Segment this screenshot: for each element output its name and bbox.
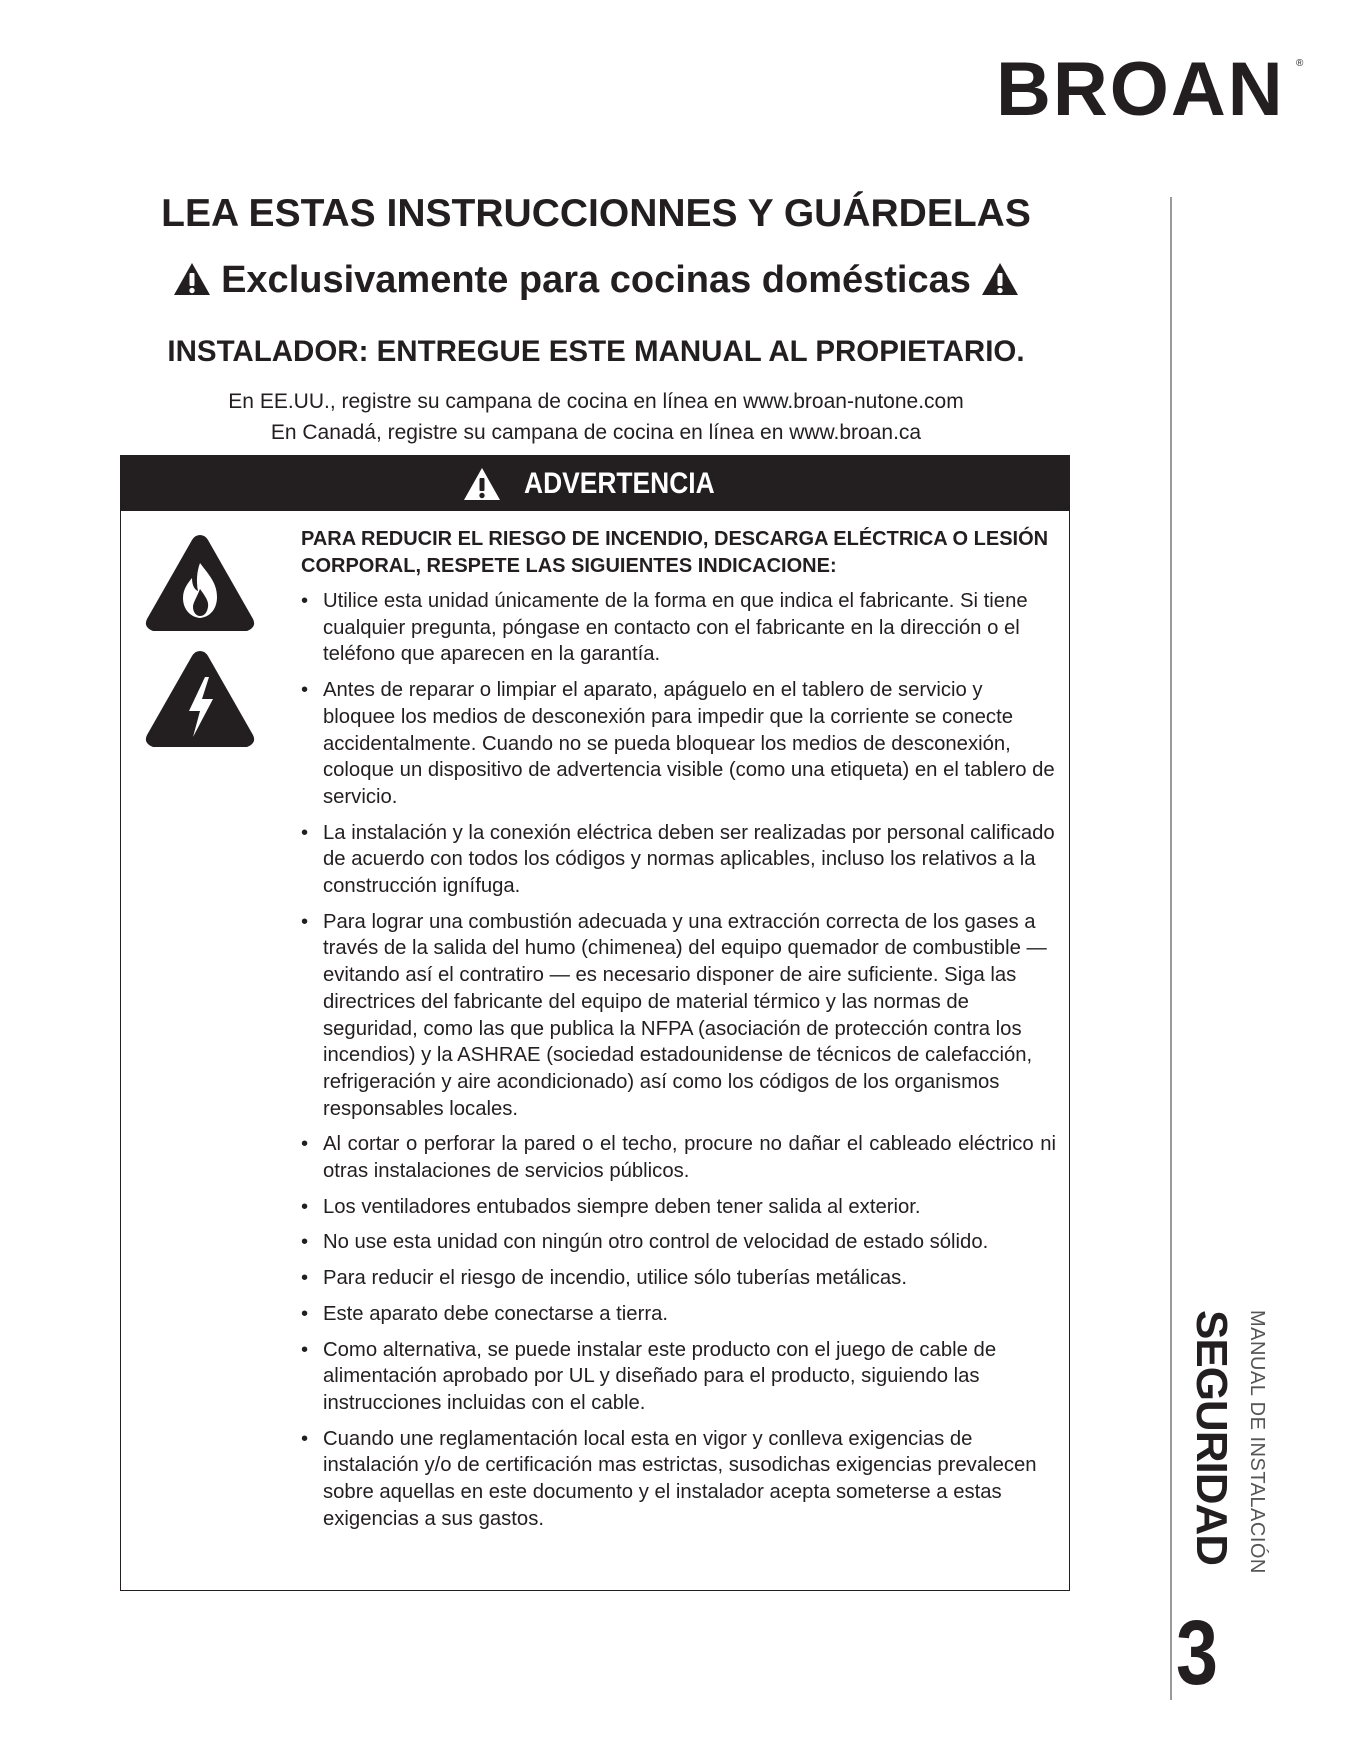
electrical-hazard-icon — [143, 647, 257, 751]
list-item: • Antes de reparar o limpiar el aparato, apáguelo en el tablero de servicio y bloquee los medios de desconexión para impedir que la corriente se conecte accidentalmente. Cuando no se pueda bloquear los medios de desconexión, coloque un dispositivo de advertencia visible (como una etiqueta) en el tablero de servicio. — [301, 677, 1056, 811]
installer-note: INSTALADOR: ENTREGUE ESTE MANUAL AL PROPIETARIO. — [167, 335, 1025, 368]
warning-triangle-icon — [173, 262, 211, 296]
list-item: • Cuando une reglamentación local esta en vigor y conlleva exigencias de instalación y/o de certificación mas estrictas, susodichas exigencias prevalecen sobre aquellas en este documento y el instalador acepta someterse a estas exigencias a sus gastos. — [301, 1426, 1056, 1533]
page-title: LEA ESTAS INSTRUCCIONNES Y GUÁRDELAS — [161, 192, 1031, 235]
warning-box-header — [121, 456, 1069, 511]
manual-label: MANUAL DE INSTALACIÓN — [1246, 1310, 1268, 1574]
registration-us: En EE.UU., registre su campana de cocina en línea en www.broan-nutone.com — [228, 390, 964, 413]
list-item: • Al cortar o perforar la pared o el techo, procure no dañar el cableado eléctrico ni otras instalaciones de servicios públicos. — [301, 1131, 1056, 1184]
list-item: • Como alternativa, se puede instalar este producto con el juego de cable de alimentación aprobado por UL y diseñado para el producto, siguiendo las instrucciones incluidas con el cable. — [301, 1337, 1056, 1417]
warning-lead: PARA REDUCIR EL RIESGO DE INCENDIO, DESCARGA ELÉCTRICA O LESIÓN CORPORAL, RESPETE LAS SIGUIENTES INDICACIONE: — [301, 528, 1049, 577]
page-subtitle: Exclusivamente para cocinas domésticas — [221, 259, 971, 301]
page-number: 3 — [1176, 1602, 1218, 1704]
warning-triangle-icon — [981, 262, 1019, 296]
brand-logo: BROAN — [996, 47, 1285, 132]
list-item: • La instalación y la conexión eléctrica deben ser realizadas por personal calificado de acuerdo con todos los códigos y normas aplicables, incluso los relativos a la construcción ignífuga. — [301, 820, 1056, 900]
hazard-icons — [143, 531, 257, 751]
sidebar-divider — [1170, 197, 1172, 1700]
list-item: • Este aparato debe conectarse a tierra. — [301, 1301, 1056, 1328]
warning-heading: ADVERTENCIA — [523, 466, 715, 500]
list-item: • No use esta unidad con ningún otro control de velocidad de estado sólido. — [301, 1229, 1056, 1256]
warning-content — [301, 526, 1056, 1542]
list-item: • Para lograr una combustión adecuada y una extracción correcta de los gases a través de la salida del humo (chimenea) del equipo quemador de combustible — evitando así el contratiro — es necesario disponer de aire suficiente. Siga las directrices del fabricante del equipo de material térmico y las normas de seguridad, como las que publica la NFPA (asociación de protección contra los incendios) y la ASHRAE (sociedad estadounidense de técnicos de calefacción, refrigeración y aire acondicionado) así como los códigos de los organismos responsables locales. — [301, 909, 1056, 1123]
section-label: SEGURIDAD — [1187, 1310, 1236, 1566]
warning-box — [120, 455, 1070, 1591]
list-item: • Los ventiladores entubados siempre deben tener salida al exterior. — [301, 1194, 1056, 1221]
registration-canada: En Canadá, registre su campana de cocina en línea en www.broan.ca — [270, 421, 922, 444]
warning-list — [301, 588, 1056, 1533]
warning-triangle-icon — [463, 467, 501, 501]
list-item: • Utilice esta unidad únicamente de la forma en que indica el fabricante. Si tiene cualquier pregunta, póngase en contacto con el fabricante en la dirección o el teléfono que aparecen en la garantía. — [301, 588, 1056, 668]
registered-mark: ® — [1296, 58, 1304, 69]
fire-hazard-icon — [143, 531, 257, 635]
page-subtitle-row — [120, 258, 1072, 302]
list-item: • Para reducir el riesgo de incendio, utilice sólo tuberías metálicas. — [301, 1265, 1056, 1292]
